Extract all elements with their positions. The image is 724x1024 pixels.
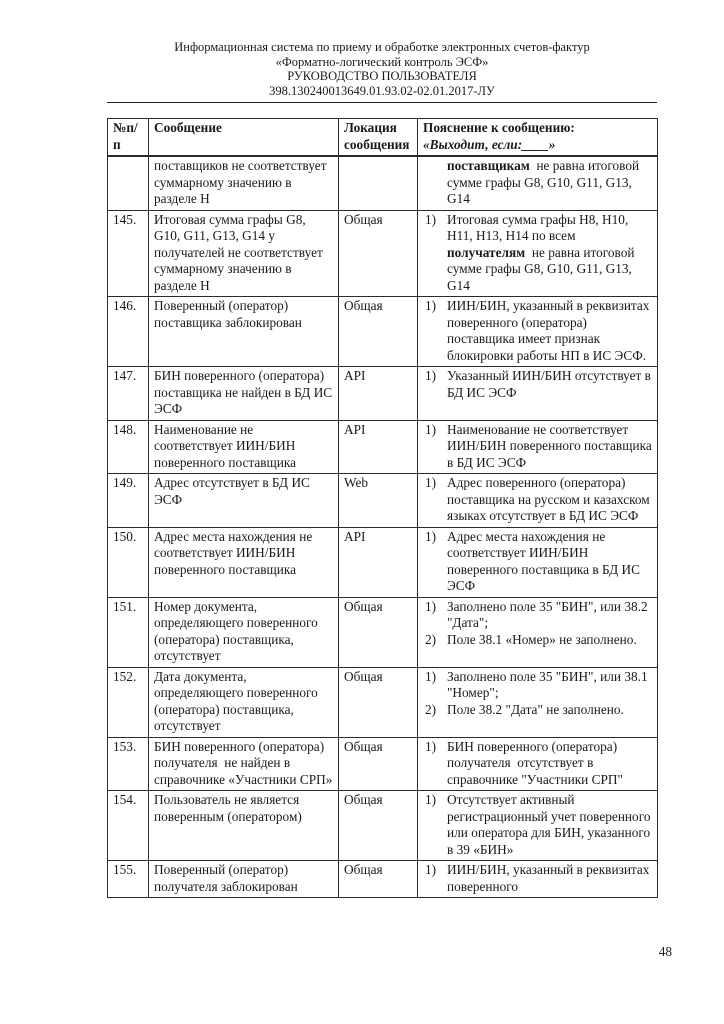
row-number-cell [108,156,149,210]
message-cell: поставщиков не соответствует суммарному значению в разделе Н [149,156,339,210]
messages-table [107,118,658,898]
explanation-item-number: 1) [425,475,437,490]
explanation-item-text: Заполнено поле 35 "БИН", или 38.2 "Дата"; [447,598,648,630]
location-cell: API [339,367,418,421]
explanation-cell [418,667,658,737]
explanation-item [425,298,654,364]
document-header [107,40,657,103]
table-row [108,791,658,861]
explanation-item-text: Наименование не соответствует ИИН/БИН поверенного поставщика в БД ИС ЭСФ [447,421,652,470]
explanation-cell [418,367,658,421]
header-line-doc-type: РУКОВОДСТВО ПОЛЬЗОВАТЕЛЯ [287,69,477,83]
explanation-item [425,739,654,789]
row-number-cell: 145. [108,210,149,297]
table-row [108,420,658,474]
explanation-cell [418,861,658,898]
location-cell: API [339,527,418,597]
table-row [108,737,658,791]
table-row [108,667,658,737]
col-header-num: №п/п [108,119,149,157]
explanation-item-number: 2) [425,701,437,717]
message-cell: Итоговая сумма графы G8, G10, G11, G13, G14 у получателей не соответствует суммарному значению в разделе Н [149,210,339,297]
explanation-item [425,792,654,858]
table-row [108,210,658,297]
table-row [108,597,658,667]
explanation-item-number: 1) [425,792,437,807]
location-cell: API [339,420,418,474]
explanation-item [425,702,654,719]
col-header-explanation-subtitle: «Выходит, если:____» [423,136,556,152]
location-cell: Общая [339,597,418,667]
explanation-cell [418,527,658,597]
explanation-cell [418,297,658,367]
message-cell: Пользователь не является поверенным (оператором) [149,791,339,861]
table-row [108,861,658,898]
explanation-item [425,212,654,295]
explanation-item-text: Отсутствует активный регистрационный учет поверенного или оператора для БИН, указанного в 39 «БИН» [447,792,651,857]
location-cell [339,156,418,210]
explanation-item-number: 1) [425,421,437,437]
message-cell: Адрес места нахождения не соответствует ИИН/БИН поверенного поставщика [149,527,339,597]
col-header-explanation-title: Пояснение к сообщению: [423,120,575,135]
row-number-cell: 149. [108,474,149,528]
message-cell: Номер документа, определяющего поверенного (оператора) поставщика, отсутствует [149,597,339,667]
location-cell: Общая [339,667,418,737]
header-line-doc-code: 398.130240013649.01.93.02-02.01.2017-ЛУ [269,83,495,98]
explanation-item-number: 2) [425,631,437,647]
col-header-explanation [418,119,658,157]
message-cell: БИН поверенного (оператора) поставщика не найден в БД ИС ЭСФ [149,367,339,421]
explanation-item-text: Поле 38.1 «Номер» не заполнено. [447,631,637,647]
explanation-item [425,422,654,472]
explanation-item [425,529,654,595]
explanation-item-text: Итоговая сумма графы Н8, Н10, Н11, Н13, Н14 по всем получателям не равна итоговой сумме графы G8, G10, G11, G13, G14 [447,211,635,293]
explanation-item [425,669,654,702]
table-row [108,297,658,367]
explanation-item-number: 1) [425,862,437,877]
explanation-item-number: 1) [425,298,437,313]
page-number: 48 [658,944,672,959]
table-row [108,367,658,421]
explanation-item-number: 1) [425,368,437,383]
location-cell: Общая [339,210,418,297]
table-header [108,119,658,157]
col-header-message: Сообщение [149,119,339,157]
row-number-cell: 150. [108,527,149,597]
table-row [108,156,658,210]
explanation-item-number: 1) [425,668,437,684]
row-number-cell: 154. [108,791,149,861]
row-number-cell: 153. [108,737,149,791]
row-number-cell: 148. [108,420,149,474]
explanation-item-text: Указанный ИИН/БИН отсутствует в БД ИС ЭСФ [447,368,651,400]
message-cell: Наименование не соответствует ИИН/БИН поверенного поставщика [149,420,339,474]
message-cell: Поверенный (оператор) поставщика заблокирован [149,297,339,367]
explanation-cell [418,737,658,791]
header-line-module: «Форматно-логический контроль ЭСФ» [275,54,489,69]
location-cell: Общая [339,297,418,367]
row-number-cell: 155. [108,861,149,898]
explanation-item-text: поставщикам не равна итоговой сумме графы G8, G10, G11, G13, G14 [447,158,640,206]
header-line-system: Информационная система по приему и обработке электронных счетов-фактур [174,40,590,54]
explanation-item-number: 1) [425,738,437,754]
explanation-cell [418,791,658,861]
row-number-cell: 147. [108,367,149,421]
explanation-item-text: ИИН/БИН, указанный в реквизитах поверенного [447,862,650,894]
explanation-item [425,632,654,649]
table-row [108,474,658,528]
explanation-item-text: Заполнено поле 35 "БИН", или 38.1 "Номер"; [447,668,648,700]
message-cell: Поверенный (оператор) получателя заблокирован [149,861,339,898]
message-cell: Дата документа, определяющего поверенного (оператора) поставщика, отсутствует [149,667,339,737]
location-cell: Web [339,474,418,528]
explanation-item-text: Адрес поверенного (оператора) поставщика на русском и казахском языках отсутствует в БД ИС ЭСФ [447,475,650,523]
explanation-cell [418,597,658,667]
location-cell: Общая [339,737,418,791]
explanation-item [425,158,654,208]
message-cell: БИН поверенного (оператора) получателя не найден в справочнике «Участники СРП» [149,737,339,791]
table-body [108,156,658,898]
message-cell: Адрес отсутствует в БД ИС ЭСФ [149,474,339,528]
explanation-item [425,599,654,632]
explanation-item-text: Поле 38.2 "Дата" не заполнено. [447,701,624,717]
location-cell: Общая [339,791,418,861]
explanation-cell [418,474,658,528]
row-number-cell: 152. [108,667,149,737]
explanation-item-text: Адрес места нахождения не соответствует ИИН/БИН поверенного поставщика в БД ИС ЭСФ [447,528,640,593]
row-number-cell: 146. [108,297,149,367]
explanation-cell [418,156,658,210]
table-row [108,527,658,597]
explanation-item-number: 1) [425,211,437,227]
explanation-item [425,862,654,895]
explanation-cell [418,420,658,474]
col-header-location: Локация сообщения [339,119,418,157]
explanation-item-number: 1) [425,528,437,544]
explanation-item-number [425,158,447,208]
explanation-item-text: БИН поверенного (оператора) получателя отсутствует в справочнике "Участники СРП" [447,738,623,787]
explanation-item-text: ИИН/БИН, указанный в реквизитах поверенного (оператора) поставщика имеет признак блокировки работы НП в ИС ЭСФ. [447,298,650,363]
explanation-item-number: 1) [425,598,437,614]
row-number-cell: 151. [108,597,149,667]
location-cell: Общая [339,861,418,898]
explanation-item [425,475,654,525]
explanation-item [425,368,654,401]
table-header-row [108,119,658,157]
explanation-cell [418,210,658,297]
